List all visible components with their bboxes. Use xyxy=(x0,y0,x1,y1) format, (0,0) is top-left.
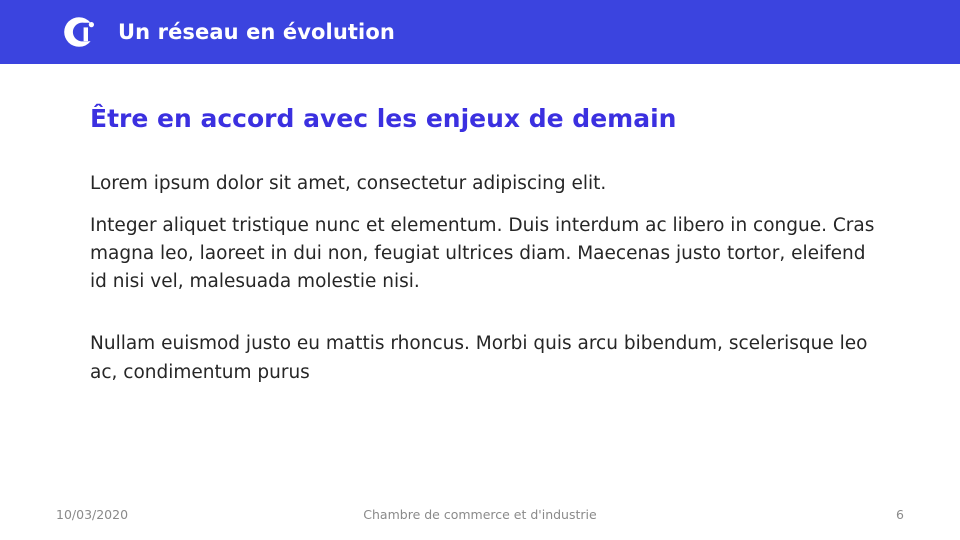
footer-organization: Chambre de commerce et d'industrie xyxy=(363,506,597,522)
header-title: Un réseau en évolution xyxy=(118,19,395,44)
slide-content xyxy=(90,104,890,401)
cci-logo-icon xyxy=(62,15,96,49)
footer-page-number: 6 xyxy=(896,506,904,522)
body-paragraph-3: Nullam euismod justo eu mattis rhoncus. Morbi quis arcu bibendum, scelerisque leo ac, condimentum purus xyxy=(90,333,868,383)
footer-date: 10/03/2020 xyxy=(56,506,129,522)
body-paragraph-1: Lorem ipsum dolor sit amet, consectetur adipiscing elit. xyxy=(90,173,607,194)
slide-footer xyxy=(0,488,960,540)
page-title: Être en accord avec les enjeux de demain xyxy=(90,104,677,133)
body-paragraph-2: Integer aliquet tristique nunc et elementum. Duis interdum ac libero in congue. Cras magna leo, laoreet in dui non, feugiat ultrices diam. Maecenas justo tortor, eleifend id nisi vel, malesuada molestie nisi. xyxy=(90,215,875,293)
slide-header xyxy=(0,0,960,64)
